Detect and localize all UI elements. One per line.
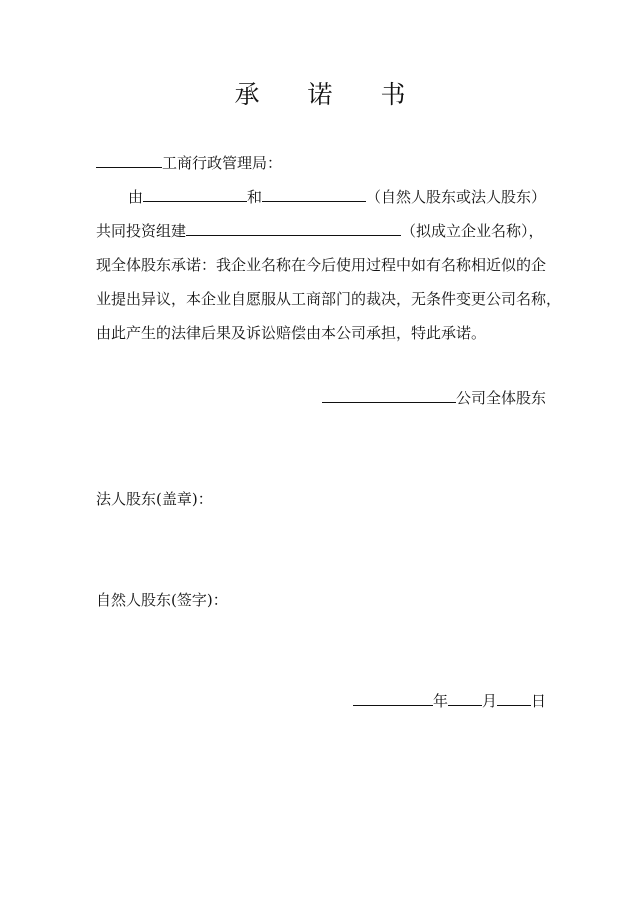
paragraph-line-1: 现全体股东承诺：我企业名称在今后使用过程中如有名称相近似的企	[96, 256, 547, 274]
line2-suffix: （自然人股东或法人股东）	[366, 188, 547, 206]
legal-shareholder-label: 法人股东(盖章)：	[96, 490, 213, 508]
salutation-line	[96, 152, 556, 173]
date-line	[300, 690, 546, 711]
date-month-label: 月	[481, 692, 497, 710]
company-signature-blank[interactable]	[322, 387, 456, 403]
line2-prefix: 由	[128, 188, 144, 206]
document-title: 承 诺 书	[234, 80, 426, 109]
signature-suffix: 公司全体股东	[455, 389, 546, 407]
paragraph-line-3: 由此产生的法律后果及诉讼赔偿由本公司承担，特此承诺。	[96, 324, 487, 342]
paragraph-line-2: 业提出异议，本企业自愿服从工商部门的裁决，无条件变更公司名称，	[96, 290, 562, 308]
bureau-name-blank[interactable]	[96, 152, 162, 168]
month-blank[interactable]	[448, 690, 482, 706]
salutation-suffix: 工商行政管理局：	[162, 154, 283, 172]
date-day-label: 日	[530, 692, 546, 710]
line3-prefix: 共同投资组建	[96, 222, 187, 240]
company-line	[96, 220, 556, 241]
date-year-label: 年	[432, 692, 448, 710]
signature-line	[300, 387, 546, 408]
line2-and: 和	[247, 188, 263, 206]
shareholder-a-blank[interactable]	[143, 186, 247, 202]
natural-shareholder-label: 自然人股东(签字)：	[96, 591, 228, 609]
company-name-blank[interactable]	[186, 220, 401, 236]
year-blank[interactable]	[353, 690, 433, 706]
line3-suffix: （拟成立企业名称），	[401, 222, 544, 240]
shareholders-line	[128, 186, 558, 207]
shareholder-b-blank[interactable]	[262, 186, 366, 202]
day-blank[interactable]	[497, 690, 531, 706]
